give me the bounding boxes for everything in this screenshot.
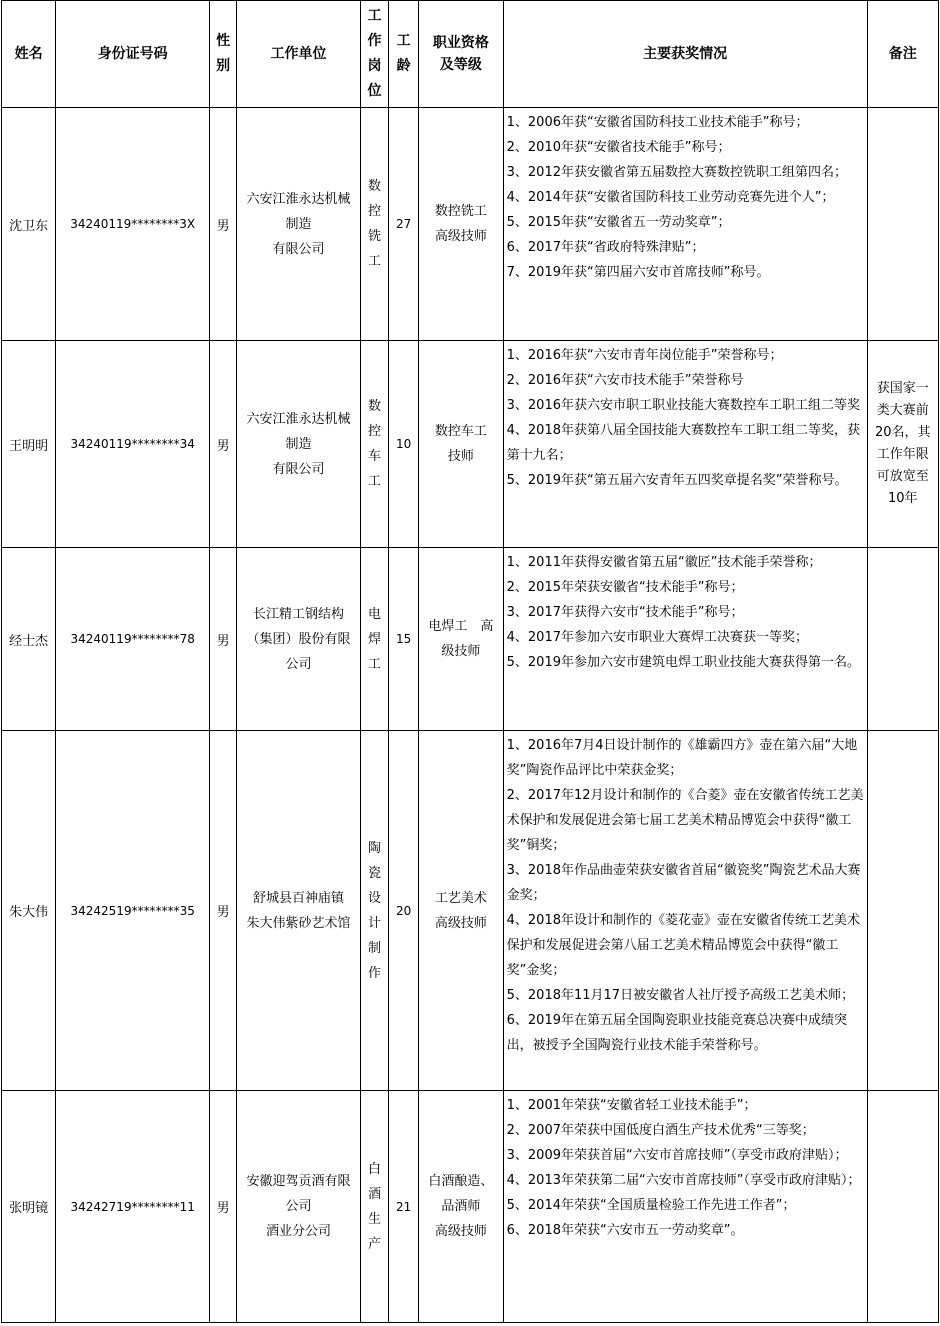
table-row	[2, 341, 939, 548]
cell-name: 沈卫东	[2, 108, 56, 341]
header-row	[2, 1, 939, 108]
award-item: 4、2014年获“安徽省国防科技工业劳动竞赛先进个人”；	[506, 190, 835, 205]
award-item: 6、2017年获“省政府特殊津贴”；	[506, 240, 705, 255]
workplace-line: 制造	[285, 216, 312, 232]
workplace-line: 长江精工钢结构	[253, 606, 345, 622]
qualification-line: 品酒师	[441, 1199, 481, 1214]
cell-qualification	[419, 548, 503, 731]
header-gender: 性别	[216, 33, 231, 74]
cell-remark: 获国家一类大赛前20名，其工作年限可放宽至10年	[875, 381, 931, 506]
cell-workplace	[237, 731, 361, 1091]
cell-workplace	[237, 341, 361, 548]
qualification-line: 工艺美术	[434, 890, 487, 906]
cell-post: 陶瓷设计制作	[367, 840, 381, 981]
qualification-line: 白酒酿造、	[428, 1174, 494, 1189]
cell-awards	[503, 108, 867, 341]
header-workplace: 工作单位	[237, 1, 361, 108]
cell-id: 34240119********34	[56, 341, 210, 548]
award-item: 1、2001年荣获“安徽省轻工业技术能手”；	[506, 1098, 757, 1113]
award-item: 2、2015年荣获安徽省“技术能手”称号；	[506, 580, 744, 595]
cell-id: 34240119********78	[56, 548, 210, 731]
award-item: 5、2019年参加六安市建筑电焊工职业技能大赛获得第一名。	[506, 655, 860, 670]
award-item: 5、2019年获“第五届六安青年五四奖章提名奖”荣誉称号。	[506, 473, 848, 488]
cell-qualification	[419, 731, 503, 1091]
table-row	[2, 548, 939, 731]
award-item: 6、2018年荣获“六安市五一劳动奖章”。	[506, 1223, 744, 1238]
workplace-line: 舒城县百神庙镇	[253, 890, 345, 906]
header-name: 姓名	[2, 1, 56, 108]
award-item: 4、2017年参加六安市职业大赛焊工决赛获一等奖；	[506, 630, 808, 645]
award-item: 5、2014年荣获“全国质量检验工作先进工作者”；	[506, 1198, 796, 1213]
award-item: 1、2016年获“六安市青年岗位能手”荣誉称号；	[506, 348, 783, 363]
award-item: 1、2006年获“安徽省国防科技工业技术能手”称号；	[506, 115, 809, 130]
award-item: 3、2012年获安徽省第五届数控大赛数控铣职工组第四名；	[506, 165, 847, 180]
cell-workplace	[237, 108, 361, 341]
header-id: 身份证号码	[56, 1, 210, 108]
award-item: 4、2018年设计和制作的《菱花壶》壶在安徽省传统工艺美术保护和发展促进会第八届工艺美术精品博览会中获得“徽工奖”金奖；	[506, 913, 860, 978]
qualification-line: 高级技师	[434, 1224, 487, 1239]
cell-name: 朱大伟	[2, 731, 56, 1091]
cell-gender: 男	[210, 1091, 237, 1323]
cell-years: 27	[389, 108, 419, 341]
qualification-line: 数控车工	[434, 424, 487, 439]
award-item: 1、2011年获得安徽省第五届“徽匠”技术能手荣誉称；	[506, 555, 822, 570]
award-item: 5、2015年获“安徽省五一劳动奖章”；	[506, 215, 731, 230]
award-item: 3、2009年荣获首届“六安市首席技师”（享受市政府津贴）；	[506, 1148, 848, 1163]
header-years: 工龄	[396, 33, 411, 74]
cell-awards	[503, 731, 867, 1091]
header-awards: 主要获奖情况	[503, 1, 867, 108]
cell-years: 10	[389, 341, 419, 548]
award-candidates-table	[1, 0, 939, 1323]
award-item: 4、2018年获第八届全国技能大赛数控车工职工组二等奖，获第十九名；	[506, 423, 860, 463]
table-row	[2, 731, 939, 1091]
workplace-line: 安徽迎驾贡酒有限	[246, 1174, 351, 1189]
cell-awards	[503, 1091, 867, 1323]
cell-post: 数控铣工	[367, 179, 381, 269]
qualification-line: 高级技师	[434, 229, 487, 244]
cell-gender: 男	[210, 731, 237, 1091]
cell-id: 34242719********11	[56, 1091, 210, 1323]
workplace-line: 公司	[285, 656, 312, 672]
award-item: 2、2017年12月设计和制作的《合菱》壶在安徽省传统工艺美术保护和发展促进会第七届工艺美术精品博览会中获得“徽工奖”铜奖；	[506, 788, 864, 853]
workplace-line: 酒业分公司	[266, 1224, 332, 1239]
header-post: 工作岗位	[367, 8, 382, 99]
award-item: 4、2013年荣获第二届“六安市首席技师”（享受市政府津贴）；	[506, 1173, 861, 1188]
qualification-line: 高级技师	[434, 915, 487, 931]
workplace-line: 朱大伟紫砂艺术馆	[246, 915, 351, 931]
table-row	[2, 1091, 939, 1323]
cell-post: 电焊工	[367, 606, 381, 672]
workplace-line: 六安江淮永达机械	[246, 411, 351, 427]
award-item: 1、2016年7月4日设计制作的《雄霸四方》壶在第六届“大地奖”陶瓷作品评比中荣获金奖；	[506, 738, 858, 778]
cell-name: 张明镜	[2, 1091, 56, 1323]
award-item: 3、2017年获得六安市“技术能手”称号；	[506, 605, 744, 620]
award-item: 3、2018年作品曲壶荣获安徽省首届“徽瓷奖”陶瓷艺术品大赛金奖；	[506, 863, 861, 903]
workplace-line: （集团）股份有限	[246, 631, 351, 647]
cell-id: 34242519********35	[56, 731, 210, 1091]
cell-awards	[503, 548, 867, 731]
award-item: 7、2019年获“第四届六安市首席技师”称号。	[506, 265, 770, 280]
workplace-line: 有限公司	[272, 461, 325, 477]
cell-years: 15	[389, 548, 419, 731]
cell-name: 王明明	[2, 341, 56, 548]
cell-gender: 男	[210, 108, 237, 341]
award-item: 2、2007年荣获中国低度白酒生产技术优秀“三等奖；	[506, 1123, 815, 1138]
workplace-line: 公司	[285, 1199, 312, 1214]
workplace-line: 制造	[285, 436, 312, 452]
award-item: 6、2019年在第五届全国陶瓷职业技能竞赛总决赛中成绩突出，被授予全国陶瓷行业技术能手荣誉称号。	[506, 1013, 847, 1053]
cell-post: 数控车工	[367, 399, 381, 489]
workplace-line: 六安江淮永达机械	[246, 191, 351, 207]
cell-qualification	[419, 341, 503, 548]
award-item: 2、2010年获“安徽省技术能手”称号；	[506, 140, 731, 155]
award-item: 3、2016年获六安市职工职业技能大赛数控车工职工组二等奖	[506, 398, 860, 413]
qualification-line: 数控铣工	[434, 204, 487, 219]
qualification-line: 电焊工 高	[428, 619, 494, 634]
table-row	[2, 108, 939, 341]
cell-qualification	[419, 108, 503, 341]
cell-workplace	[237, 548, 361, 731]
cell-years: 20	[389, 731, 419, 1091]
award-item: 2、2016年获“六安市技术能手”荣誉称号	[506, 373, 744, 388]
cell-gender: 男	[210, 548, 237, 731]
cell-years: 21	[389, 1091, 419, 1323]
qualification-line: 级技师	[441, 644, 481, 659]
cell-name: 经士杰	[2, 548, 56, 731]
header-qualification: 职业资格及等级	[432, 35, 489, 73]
award-item: 5、2018年11月17日被安徽省人社厅授予高级工艺美术师；	[506, 988, 855, 1003]
cell-id: 34240119********3X	[56, 108, 210, 341]
cell-gender: 男	[210, 341, 237, 548]
qualification-line: 技师	[447, 449, 474, 464]
cell-post: 白酒生产	[367, 1161, 381, 1252]
cell-workplace	[237, 1091, 361, 1323]
header-remark: 备注	[867, 1, 938, 108]
cell-qualification	[419, 1091, 503, 1323]
workplace-line: 有限公司	[272, 241, 325, 257]
cell-awards	[503, 341, 867, 548]
